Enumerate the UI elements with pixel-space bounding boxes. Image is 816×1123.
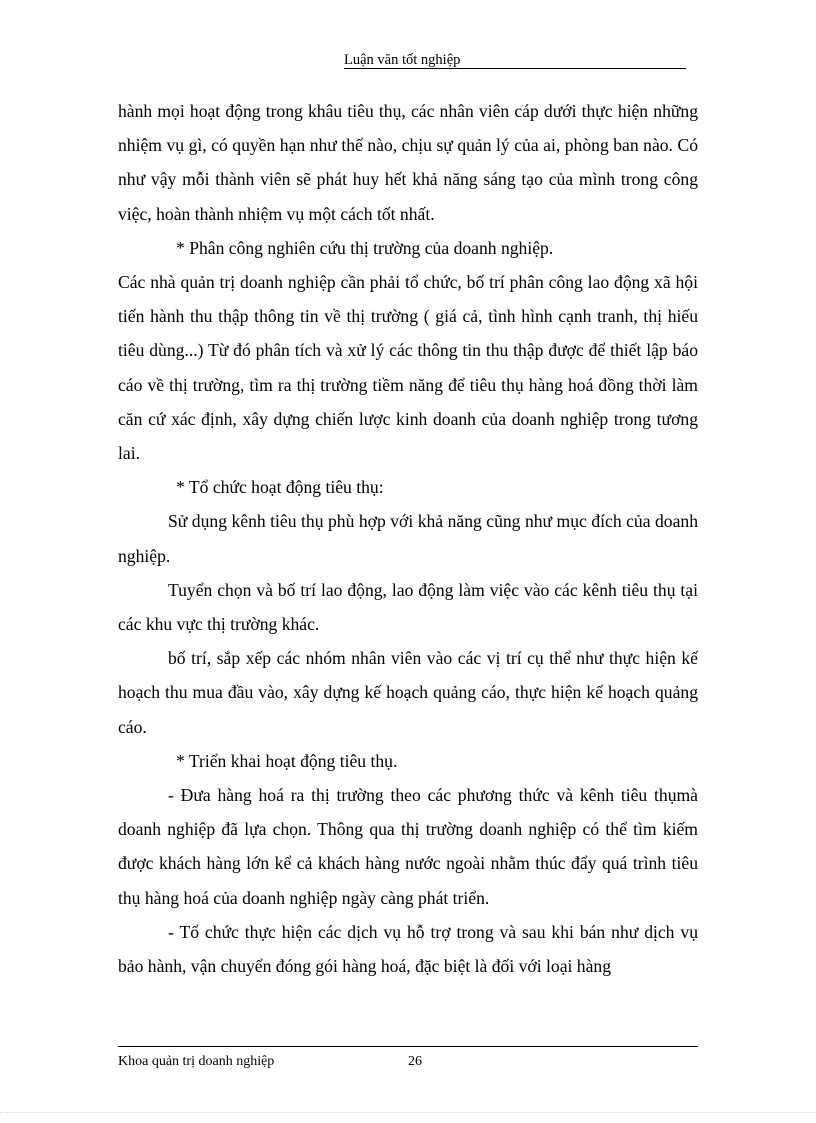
paragraph-arrangement: bố trí, sắp xếp các nhóm nhân viên vào các vị trí cụ thể như thực hiện kế hoạch thu mua đầu vào, xây dựng kế hoạch quảng cáo, thực hiện kế hoạch quảng cáo.: [118, 648, 698, 737]
footer-faculty: Khoa quản trị doanh nghiệp: [118, 1054, 275, 1069]
header-title: Luận văn tốt nghiệp: [344, 52, 461, 68]
page-footer: [118, 1046, 698, 1069]
section-heading-market-research: * Phân công nghiên cứu thị trường của doanh nghiệp.: [176, 237, 554, 258]
footer-rule: [118, 1046, 698, 1047]
header-rule: [344, 68, 686, 69]
paragraph-sales-channels: Sử dụng kênh tiêu thụ phù hợp với khả năng cũng như mục đích của doanh nghiệp.: [118, 511, 698, 566]
paragraph-continuation: hành mọi hoạt động trong khâu tiêu thụ, các nhân viên cáp dưới thực hiện những nhiệm vụ gì, có quyền hạn như thế nào, chịu sự quản lý của ai, phòng ban nào. Có như vậy mỗi thành viên sẽ phát huy hết khả năng sáng tạo của mình trong công việc, hoàn thành nhiệm vụ một cách tốt nhất.: [118, 101, 698, 224]
paragraph-market-research: Các nhà quản trị doanh nghiệp cần phải tổ chức, bố trí phân công lao động xã hội tiến hành thu thập thông tin về thị trường ( giá cả, tình hình cạnh tranh, thị hiếu tiêu dùng...) Từ đó phân tích và xử lý các thông tin thu thập được để thiết lập báo cáo về thị trường, tìm ra thị trường tiềm năng để tiêu thụ hàng hoá đồng thời làm căn cứ xác định, xây dựng chiến lược kinh doanh của doanh nghiệp trong tương lai.: [118, 272, 698, 464]
section-heading-organize-sales: * Tổ chức hoạt động tiêu thụ:: [176, 477, 384, 498]
section-heading-deploy-sales: * Triển khai hoạt động tiêu thụ.: [176, 750, 398, 771]
document-body: [118, 94, 698, 983]
page-edge-divider: [0, 1112, 816, 1113]
paragraph-recruitment: Tuyển chọn và bố trí lao động, lao động làm việc vào các kênh tiêu thụ tại các khu vực thị trường khác.: [118, 579, 698, 635]
page-header: [118, 50, 686, 70]
page-number: 26: [408, 1054, 422, 1069]
paragraph-support-services: - Tổ chức thực hiện các dịch vụ hỗ trợ trong và sau khi bán như dịch vụ bảo hành, vận chuyển đóng gói hàng hoá, đặc biệt là đối với loại hàng: [118, 921, 698, 977]
paragraph-bring-goods: - Đưa hàng hoá ra thị trường theo các phương thức và kênh tiêu thụmà doanh nghiệp đã lựa chọn. Thông qua thị trường doanh nghiệp có thể tìm kiếm được khách hàng lớn kể cả khách hàng nước ngoài nhằm thúc đẩy quá trình tiêu thụ hàng hoá của doanh nghiệp ngày càng phát triển.: [118, 785, 698, 908]
